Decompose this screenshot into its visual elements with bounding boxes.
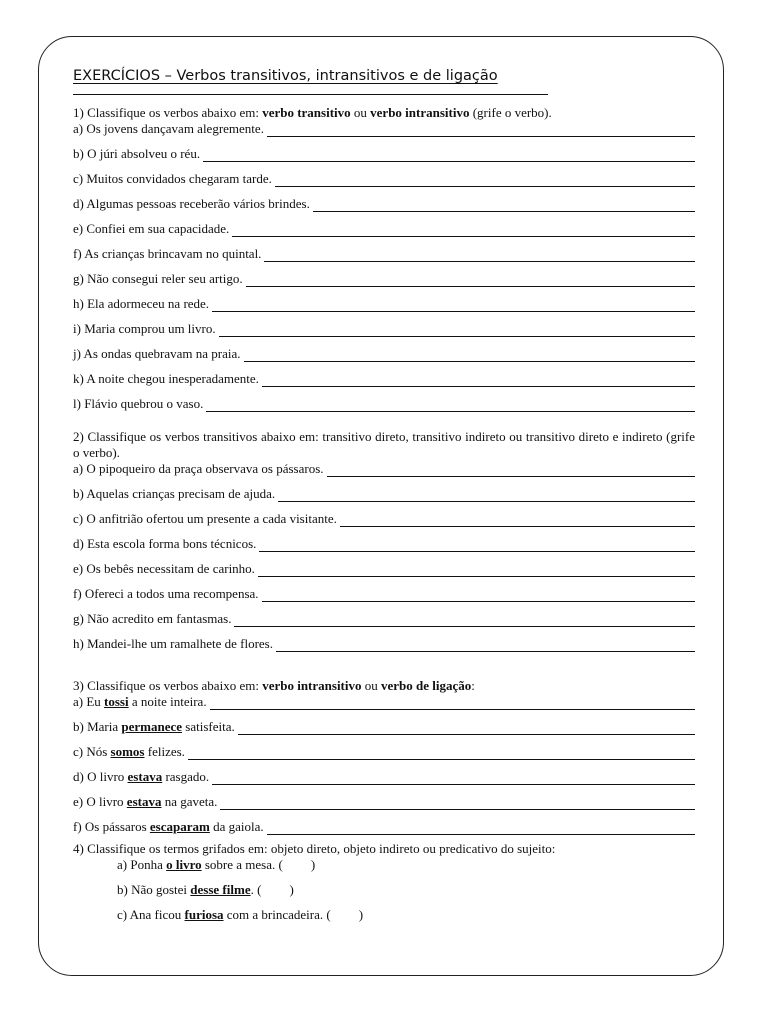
s3-item: b) Maria permanece satisfeita. [73,719,695,735]
answer-line[interactable] [267,124,695,137]
answer-line[interactable] [188,747,695,760]
answer-line[interactable] [262,589,695,602]
answer-line[interactable] [212,299,695,312]
answer-line[interactable] [234,614,695,627]
s2-item: g) Não acredito em fantasmas. [73,611,695,627]
s4-item: c) Ana ficou furiosa com a brincadeira. ( ) [117,907,364,922]
s3-item: a) Eu tossi a noite inteira. [73,694,695,710]
answer-line[interactable] [206,399,695,412]
section3-instruction: 3) Classifique os verbos abaixo em: verbo intransitivo ou verbo de ligação: [73,678,475,693]
underlined-verb: estava [127,769,163,784]
underlined-verb: tossi [104,694,129,709]
s1-item: j) As ondas quebravam na praia. [73,346,695,362]
s1-item: e) Confiei em sua capacidade. [73,221,695,237]
s4-item: b) Não gostei desse filme. ( ) [117,882,294,897]
title-rule [73,94,548,95]
worksheet [73,66,695,923]
s1-item: b) O júri absolveu o réu. [73,146,695,162]
underlined-term: desse filme [190,882,251,897]
underlined-verb: estava [126,794,162,809]
underlined-verb: escaparam [149,819,210,834]
answer-line[interactable] [210,697,695,710]
s1-item: a) Os jovens dançavam alegremente. [73,121,695,137]
answer-line[interactable] [258,564,695,577]
s1-item: l) Flávio quebrou o vaso. [73,396,695,412]
s2-item: h) Mandei-lhe um ramalhete de flores. [73,636,695,652]
answer-line[interactable] [219,324,695,337]
answer-line[interactable] [220,797,695,810]
answer-line[interactable] [313,199,695,212]
s1-item: c) Muitos convidados chegaram tarde. [73,171,695,187]
s2-item: c) O anfitrião ofertou um presente a cada visitante. [73,511,695,527]
s3-item: e) O livro estava na gaveta. [73,794,695,810]
s1-item: h) Ela adormeceu na rede. [73,296,695,312]
underlined-term: furiosa [184,907,224,922]
answer-line[interactable] [275,174,695,187]
s1-item: g) Não consegui reler seu artigo. [73,271,695,287]
answer-line[interactable] [203,149,695,162]
s3-item: c) Nós somos felizes. [73,744,695,760]
answer-line[interactable] [278,489,695,502]
underlined-verb: permanece [121,719,183,734]
answer-line[interactable] [212,772,695,785]
s1-item: f) As crianças brincavam no quintal. [73,246,695,262]
s2-item: a) O pipoqueiro da praça observava os pássaros. [73,461,695,477]
answer-line[interactable] [246,274,695,287]
answer-line[interactable] [327,464,695,477]
s1-item: i) Maria comprou um livro. [73,321,695,337]
answer-line[interactable] [244,349,695,362]
s2-item: f) Ofereci a todos uma recompensa. [73,586,695,602]
section4-instruction: 4) Classifique os termos grifados em: objeto direto, objeto indireto ou predicativo do sujeito: [73,841,556,856]
answer-line[interactable] [262,374,695,387]
s1-item: d) Algumas pessoas receberão vários brindes. [73,196,695,212]
s3-item: f) Os pássaros escaparam da gaiola. [73,819,695,835]
section2-instruction: 2) Classifique os verbos transitivos abaixo em: transitivo direto, transitivo indireto ou transitivo direto e indireto (grife o verbo). [73,429,695,460]
answer-line[interactable] [238,722,695,735]
answer-line[interactable] [340,514,695,527]
s3-item: d) O livro estava rasgado. [73,769,695,785]
answer-line[interactable] [259,539,695,552]
answer-line[interactable] [232,224,695,237]
section1-instruction: 1) Classifique os verbos abaixo em: verbo transitivo ou verbo intransitivo (grife o verbo). [73,105,552,120]
s1-item: k) A noite chegou inesperadamente. [73,371,695,387]
answer-line[interactable] [276,639,695,652]
underlined-verb: somos [110,744,145,759]
s2-item: e) Os bebês necessitam de carinho. [73,561,695,577]
s2-item: d) Esta escola forma bons técnicos. [73,536,695,552]
page-title: EXERCÍCIOS – Verbos transitivos, intransitivos e de ligação [73,68,498,84]
s2-item: b) Aquelas crianças precisam de ajuda. [73,486,695,502]
answer-line[interactable] [267,822,695,835]
underlined-term: o livro [166,857,202,872]
s4-item: a) Ponha o livro sobre a mesa. ( ) [117,857,316,872]
answer-line[interactable] [264,249,695,262]
